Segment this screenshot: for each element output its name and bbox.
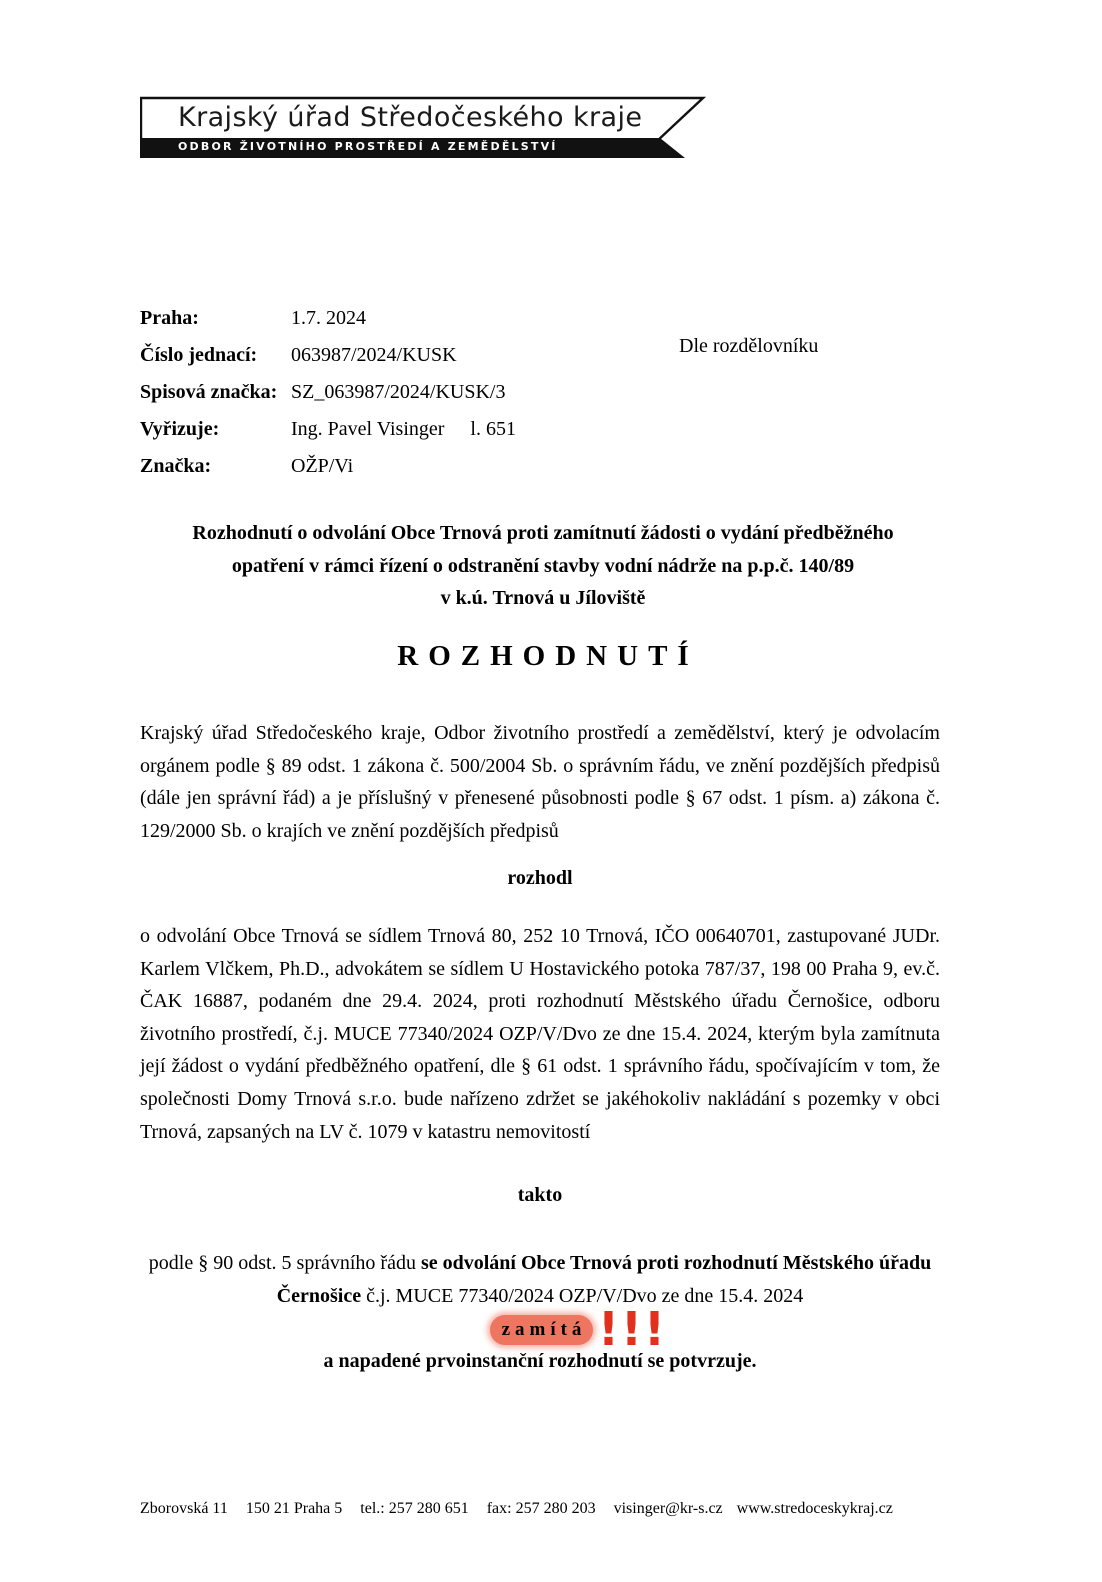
meta-label: Číslo jednací: bbox=[140, 344, 258, 366]
zamita-highlight: zamítá bbox=[490, 1315, 593, 1345]
meta-value-handler: Ing. Pavel Visinger bbox=[291, 418, 445, 440]
footer-email[interactable]: visinger@kr-s.cz bbox=[613, 1500, 723, 1517]
confirmation-line: a napadené prvoinstanční rozhodnutí se potvrzuje. bbox=[323, 1350, 757, 1372]
verdict-reference: č.j. MUCE 77340/2024 OZP/V/Dvo ze dne 15.4. 2024 bbox=[361, 1285, 804, 1307]
document-metadata bbox=[140, 300, 516, 485]
meta-row-handler bbox=[140, 411, 516, 448]
logo-title: Krajský úřad Středočeského kraje bbox=[178, 102, 643, 133]
verdict-bold-text: se odvolání Obce Trnová proti rozhodnutí Městského úřadu Černošice bbox=[276, 1252, 932, 1307]
meta-label: Vyřizuje: bbox=[140, 418, 220, 440]
exclamation-marks: !!! bbox=[598, 1302, 667, 1356]
meta-label: Praha: bbox=[140, 307, 199, 329]
meta-label: Spisová značka: bbox=[140, 381, 278, 403]
page-footer bbox=[140, 1500, 911, 1518]
takto-label: takto bbox=[517, 1184, 563, 1206]
meta-value-mark: OŽP/Vi bbox=[291, 455, 354, 477]
verdict-text: podle § 90 odst. 5 správního řádu bbox=[148, 1252, 421, 1274]
subject-line-2: opatření v rámci řízení o odstranění stavby vodní nádrže na p.p.č. 140/89 bbox=[231, 554, 855, 577]
subject-line-3: v k.ú. Trnová u Jíloviště bbox=[440, 587, 646, 609]
verdict-paragraph bbox=[140, 1247, 940, 1313]
footer-website[interactable]: www.stredoceskykraj.cz bbox=[736, 1500, 893, 1517]
meta-row-file-mark bbox=[140, 374, 516, 411]
meta-row-mark bbox=[140, 448, 516, 485]
meta-label: Značka: bbox=[140, 455, 212, 477]
footer-address: Zborovská 11 bbox=[140, 1500, 228, 1517]
appeal-paragraph: o odvolání Obce Trnová se sídlem Trnová 80, 252 10 Trnová, IČO 00640701, zastupované JUDr. Karlem Vlčkem, Ph.D., advokátem se sídlem U Hostavického potoka 787/37, 198 00 Praha 9, ev.č. ČAK 16887, podaném dne 29.4. 2024, proti rozhodnutí Městského úřadu Černošice, odboru životního prostředí, č.j. MUCE 77340/2024 OZP/V/Dvo ze dne 15.4. 2024, kterým byla zamítnuta její žádost o vydání předběžného opatření, dle § 61 odst. 1 správního řádu, spočívajícím v tom, že společnosti Domy Trnová s.r.o. bude nařízeno zdržet se jakéhokoliv nakládání s pozemky v obci Trnová, zapsaných na LV č. 1079 v katastru nemovitostí bbox=[140, 925, 940, 1143]
rozhodl-label: rozhodl bbox=[507, 867, 573, 889]
footer-fax: fax: 257 280 203 bbox=[486, 1500, 596, 1517]
footer-phone: tel.: 257 280 651 bbox=[360, 1500, 469, 1517]
office-logo bbox=[140, 96, 706, 162]
meta-value-extension: l. 651 bbox=[470, 418, 516, 440]
meta-row-date bbox=[140, 300, 516, 337]
subject-line-1: Rozhodnutí o odvolání Obce Trnová proti zamítnutí žádosti o vydání předběžného bbox=[192, 522, 894, 544]
meta-value-file-mark: SZ_063987/2024/KUSK/3 bbox=[291, 381, 506, 403]
meta-row-reference-number bbox=[140, 337, 516, 374]
logo-subtitle: ODBOR ŽIVOTNÍHO PROSTŘEDÍ A ZEMĚDĚLSTVÍ bbox=[178, 140, 558, 153]
verdict-decision bbox=[0, 1302, 1102, 1356]
intro-paragraph: Krajský úřad Středočeského kraje, Odbor životního prostředí a zemědělství, který je odvolacím orgánem podle § 89 odst. 1 zákona č. 500/2004 Sb. o správním řádu, ve znění pozdějších předpisů (dále jen správní řád) a je příslušný v přenesené působnosti podle § 67 odst. 1 písm. a) zákona č. 129/2000 Sb. o krajích ve znění pozdějších předpisů bbox=[140, 722, 940, 842]
meta-value-reference-number: 063987/2024/KUSK bbox=[291, 344, 457, 366]
document-subject bbox=[140, 517, 946, 615]
document-heading: ROZHODNUTÍ bbox=[397, 640, 699, 672]
recipient: Dle rozdělovníku bbox=[679, 335, 819, 357]
meta-value-date: 1.7. 2024 bbox=[291, 307, 366, 329]
footer-postal: 150 21 Praha 5 bbox=[245, 1500, 343, 1517]
